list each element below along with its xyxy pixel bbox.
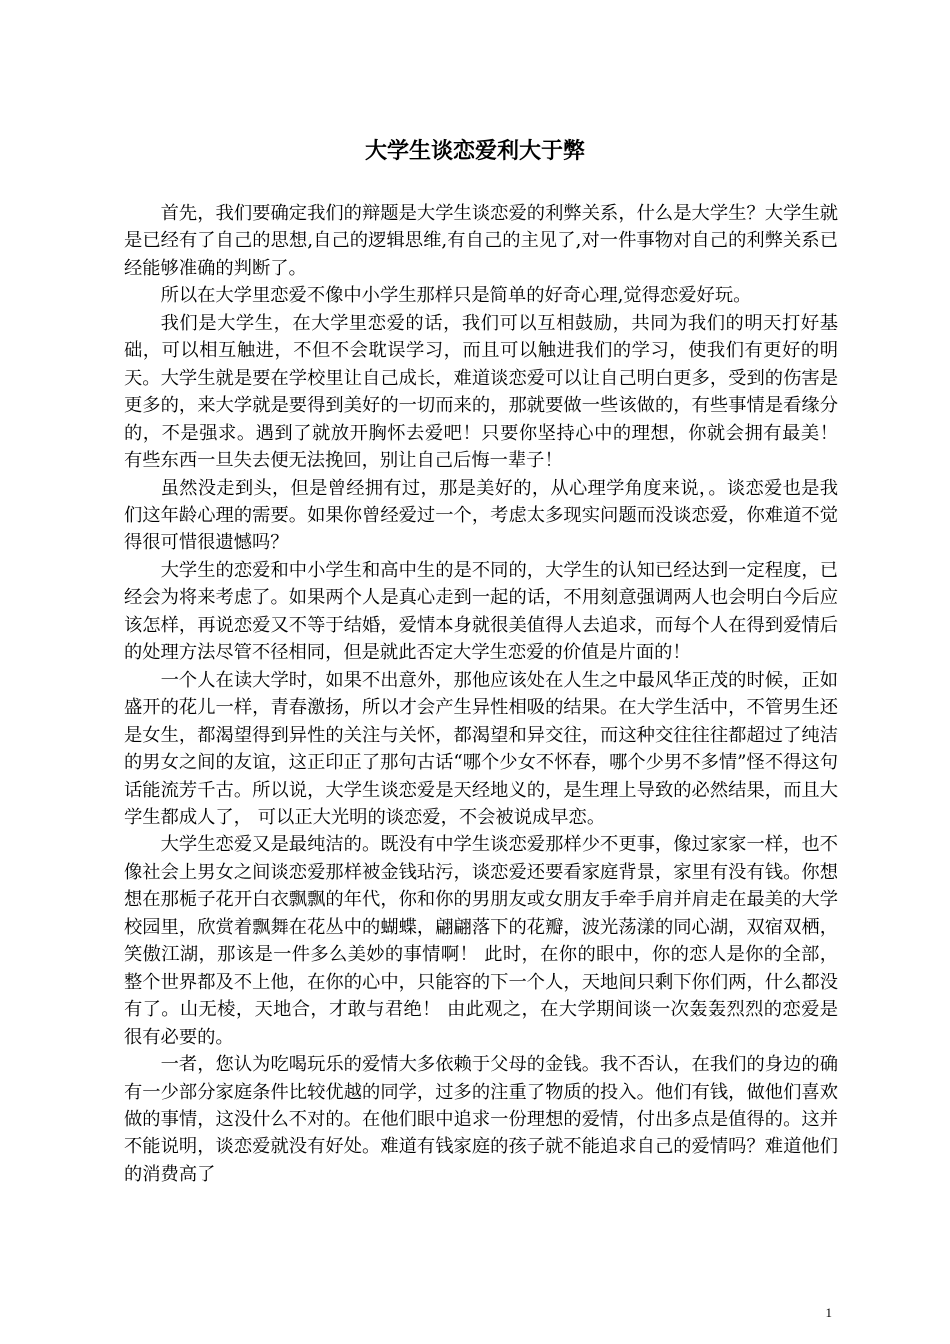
paragraph: 所以在大学里恋爱不像中小学生那样只是简单的好奇心理,觉得恋爱好玩。 bbox=[160, 285, 752, 307]
paragraph: 大学生的恋爱和中小学生和高中生的是不同的，大学生的认知已经达到一定程度，已经会为将来考虑了。如果两个人是真心走到一起的话，不用刻意强调两人也会明白今后应该怎样，再说恋爱又不等于结婚，爱情本身就很美值得人去追求，而每个人在得到爱情后的处理方法尽管不径相同，但是就此否定大学生恋爱的价值是片面的！ bbox=[124, 559, 838, 664]
paragraph: 虽然没走到头，但是曾经拥有过，那是美好的，从心理学角度来说，。谈恋爱也是我们这年龄心理的需要。如果你曾经爱过一个，考虑太多现实问题而没谈恋爱，你难道不觉得很可惜很遗憾吗？ bbox=[124, 477, 838, 554]
page-number: 1 bbox=[825, 1305, 832, 1320]
paragraph: 首先，我们要确定我们的辩题是大学生谈恋爱的利弊关系，什么是大学生？大学生就是已经有了自己的思想,自己的逻辑思维,有自己的主见了,对一件事物对自己的利弊关系已经能够准确的判断了。 bbox=[124, 203, 838, 279]
paragraph: 大学生恋爱又是最纯洁的。既没有中学生谈恋爱那样少不更事，像过家家一样，也不像社会上男女之间谈恋爱那样被金钱玷污，谈恋爱还要看家庭背景，家里有没有钱。你想想在那栀子花开白衣飘飘的年代，你和你的男朋友或女朋友手牵手肩并肩走在最美的大学校园里，欣赏着飘舞在花丛中的蝴蝶，翩翩落下的花瓣，波光荡漾的同心湖，双宿双栖，笑傲江湖，那该是一件多么美妙的事情啊！ 此时，在你的眼中，你的恋人是你的全部，整个世界都及不上他，在你的心中，只能容的下一个人，天地间只剩下你们两，什么都没有了。山无棱，天地合，才敢与君绝！ 由此观之，在大学期间谈一次轰轰烈烈的恋爱是很有必要的。 bbox=[124, 834, 838, 1048]
paragraph: 一者，您认为吃喝玩乐的爱情大多依赖于父母的金钱。我不否认，在我们的身边的确有一少部分家庭条件比较优越的同学，过多的注重了物质的投入。他们有钱，做他们喜欢做的事情，这没什么不对的。在他们眼中追求一份理想的爱情，付出多点是值得的。这并不能说明，谈恋爱就没有好处。难道有钱家庭的孩子就不能追求自己的爱情吗？难道他们的消费高了 bbox=[124, 1054, 838, 1185]
paragraph: 我们是大学生，在大学里恋爱的话，我们可以互相鼓励，共同为我们的明天打好基础，可以相互触进，不但不会耽误学习，而且可以触进我们的学习，使我们有更好的明天。大学生就是要在学校里让自己成长，难道谈恋爱可以让自己明白更多，受到的伤害是更多的，来大学就是要得到美好的一切而来的，那就要做一些该做的，有些事情是看缘分的，不是强求。遇到了就放开胸怀去爱吧！只要你坚持心中的理想，你就会拥有最美！ 有些东西一旦失去便无法挽回，别让自己后悔一辈子！ bbox=[124, 312, 838, 472]
paragraph: 一个人在读大学时，如果不出意外，那他应该处在人生之中最风华正茂的时候，正如盛开的花儿一样，青春激扬，所以才会产生异性相吸的结果。在大学生活中，不管男生还是女生，都渴望得到异性的关注与关怀，都渴望和异交往，而这种交往往往都超过了纯洁的男女之间的友谊，这正印正了那句古话“哪个少女不怀春，哪个少男不多情”怪不得这句话能流芳千古。所以说，大学生谈恋爱是天经地义的，是生理上导致的必然结果，而且大学生都成人了， 可以正大光明的谈恋爱，不会被说成早恋。 bbox=[124, 669, 838, 828]
document-title: 大学生谈恋爱利大于弊 bbox=[364, 138, 585, 164]
document-body bbox=[124, 200, 838, 1188]
